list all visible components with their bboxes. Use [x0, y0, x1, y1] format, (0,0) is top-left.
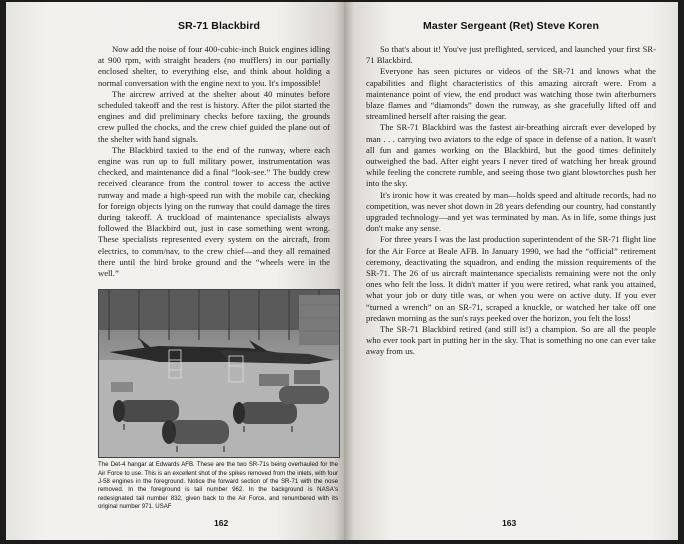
- paragraph: Now add the noise of four 400-cubic-inch Buick engines idling at 900 rpm, with straight headers (no mufflers) in our partially enclosed shelter, to everything else, and think about holding a normal conversation with the engine next to you. It's impossible!: [98, 44, 330, 88]
- hangar-photo: [98, 289, 340, 458]
- paragraph: The Blackbird taxied to the end of the runway, where each engine was run up to full military power, instrumentation was checked, and maintenance did a final “look-see.” The buddy crew received clearance from the control tower to access the active runway and made a high-speed run with the mobile car, checking for foreign objects lying on the runway that could damage the tires during takeoff. A truckload of maintenance specialists always followed the Blackbird out, just in case something went wrong. These specialists represented every system on the aircraft, from electrics, to comm/nav, to the crew chief—and they all remained there until the bird broke ground and the “wheels were in the well.”: [98, 144, 330, 279]
- paragraph: It's ironic how it was created by man—holds speed and altitude records, had no competition, was never shot down in 28 years defending our country, had constantly upgraded technology—and yet was terminated by man. As in life, some things just don't make any sense.: [366, 189, 656, 234]
- paragraph: So that's about it! You've just preflighted, serviced, and launched your first SR-71 Blackbird.: [366, 44, 656, 66]
- book-spread: [6, 2, 678, 540]
- hangar-photo-drawing: [99, 290, 339, 457]
- left-page: [6, 2, 344, 540]
- paragraph: For three years I was the last production superintendent of the SR-71 flight line for the Air Force at Beale AFB. In January 1990, we had the “official” retirement ceremony, deactivating the squadron, and ending the mission requirements of the SR-71. The 26 of us aircraft maintenance specialists remaining were not the only ones who felt the loss. It didn't matter if you were retired, what rank you attained, what your job or duty title was, or when you were on active duty. If you ever “turned a wrench” on an SR-71, scraped a knuckle, or watched her take off one predawn morning as the sun's rays peeked over the horizon, you felt the loss!: [366, 234, 656, 323]
- paragraph: The aircrew arrived at the shelter about 40 minutes before scheduled takeoff and the rest is history. After the pilot started the engines and did preliminary checks before taxiing, the grounds crew pulled the chocks, and the crew chief guided the plane out of the shelter with hand signals.: [98, 88, 330, 144]
- right-body-text: [366, 44, 656, 358]
- running-head-left: SR-71 Blackbird: [177, 20, 261, 32]
- right-page: [344, 2, 678, 540]
- paragraph: Everyone has seen pictures or videos of the SR-71 and knows what the capabilities and flight characteristics of this amazing aircraft were. From a maintenance point of view, the end product was watching those twin afterburners blaze flames and “diamonds” down the runway, as she gracefully lifted off and streamlined herself after raising the gear.: [366, 66, 656, 122]
- page-number-left: 162: [214, 518, 229, 528]
- page-number-right: 163: [502, 518, 517, 528]
- running-head-right: Master Sergeant (Ret) Steve Koren: [422, 20, 600, 32]
- paragraph: The SR-71 Blackbird was the fastest air-breathing aircraft ever developed by man . . . carrying two aviators to the edge of space in defense of a nation. It wasn't all fun and games working on the Blackbird, but the good times definitely outweighed the bad. After eight years I never tired of watching her break ground while feeling the concrete rumble, and seeing those two giant blowtorches push her into the sky.: [366, 122, 656, 189]
- left-body-text: [98, 44, 330, 279]
- paragraph: The SR-71 Blackbird retired (and still is!) a champion. So are all the people who ever took part in putting her in the sky. That is something no one can ever take away from us.: [366, 324, 656, 357]
- photo-caption: The Det-4 hangar at Edwards AFB. These are the two SR-71s being overhauled for the Air Force to use. This is an excellent shot of the spikes removed from the inlets, with four J-58 engines in the foreground. Notice the forward section of the SR-71 with the nose removed. In the foreground is tail number 962. In the background is NASA's redesignated tail number 832, given back to the Air Force, and renumbered with its original number 971. USAF: [98, 461, 338, 511]
